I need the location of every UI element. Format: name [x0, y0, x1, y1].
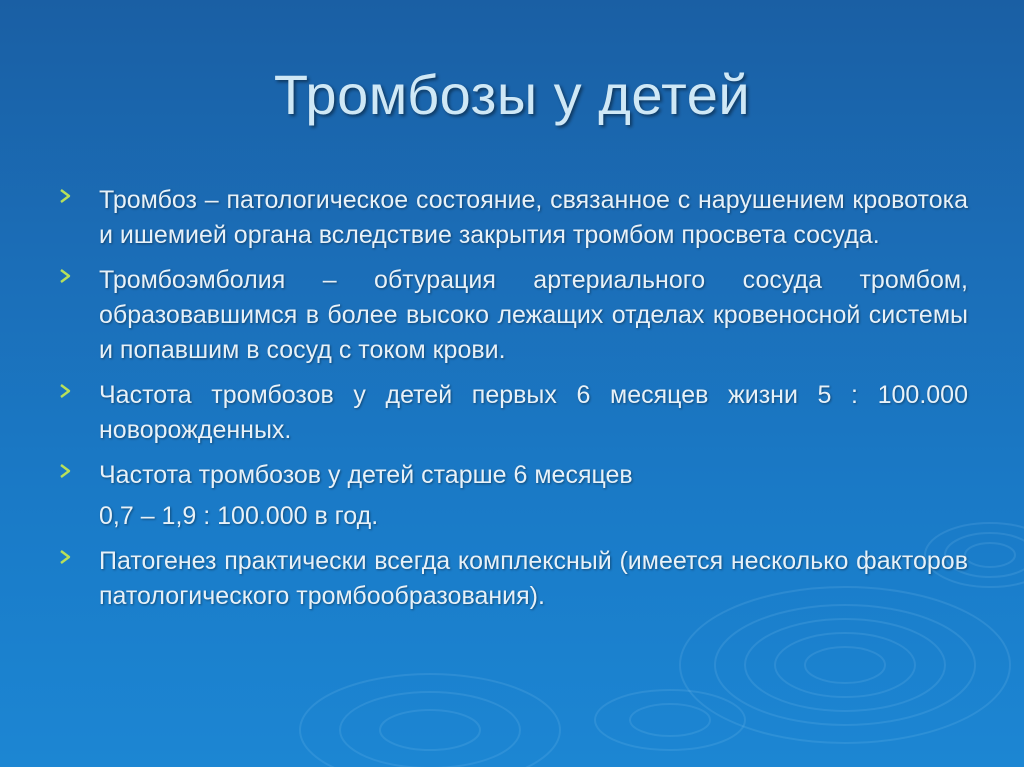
- arrowhead-bullet-icon: [58, 463, 74, 479]
- bullet-text: Тромбоэмболия – обтурация артериального сосуда тромбом, образовавшимся в более высоко лежащих отделах кровеносной системы и попавшим в сосуд с током крови.: [99, 266, 968, 364]
- slide-title: Тромбозы у детей: [273, 63, 751, 126]
- bullet-item: [58, 544, 968, 614]
- bullet-item: [58, 263, 968, 368]
- arrowhead-bullet-icon: [58, 268, 74, 284]
- bullet-text: Патогенез практически всегда комплексный (имеется несколько факторов патологического тромбообразования).: [99, 547, 968, 610]
- bullet-item: [58, 378, 968, 448]
- arrowhead-bullet-icon: [58, 188, 74, 204]
- bullet-item: [58, 458, 968, 534]
- arrowhead-bullet-icon: [58, 549, 74, 565]
- bullet-list: [58, 183, 968, 624]
- bullet-subline: 0,7 – 1,9 : 100.000 в год.: [99, 502, 379, 530]
- bullet-item: [58, 183, 968, 253]
- arrowhead-bullet-icon: [58, 383, 74, 399]
- bullet-text: Тромбоз – патологическое состояние, связанное с нарушением кровотока и ишемией органа вследствие закрытия тромбом просвета сосуда.: [99, 186, 968, 249]
- bullet-text: Частота тромбозов у детей первых 6 месяцев жизни 5 : 100.000 новорожденных.: [99, 381, 968, 444]
- bullet-text: Частота тромбозов у детей старше 6 месяцев: [99, 461, 633, 489]
